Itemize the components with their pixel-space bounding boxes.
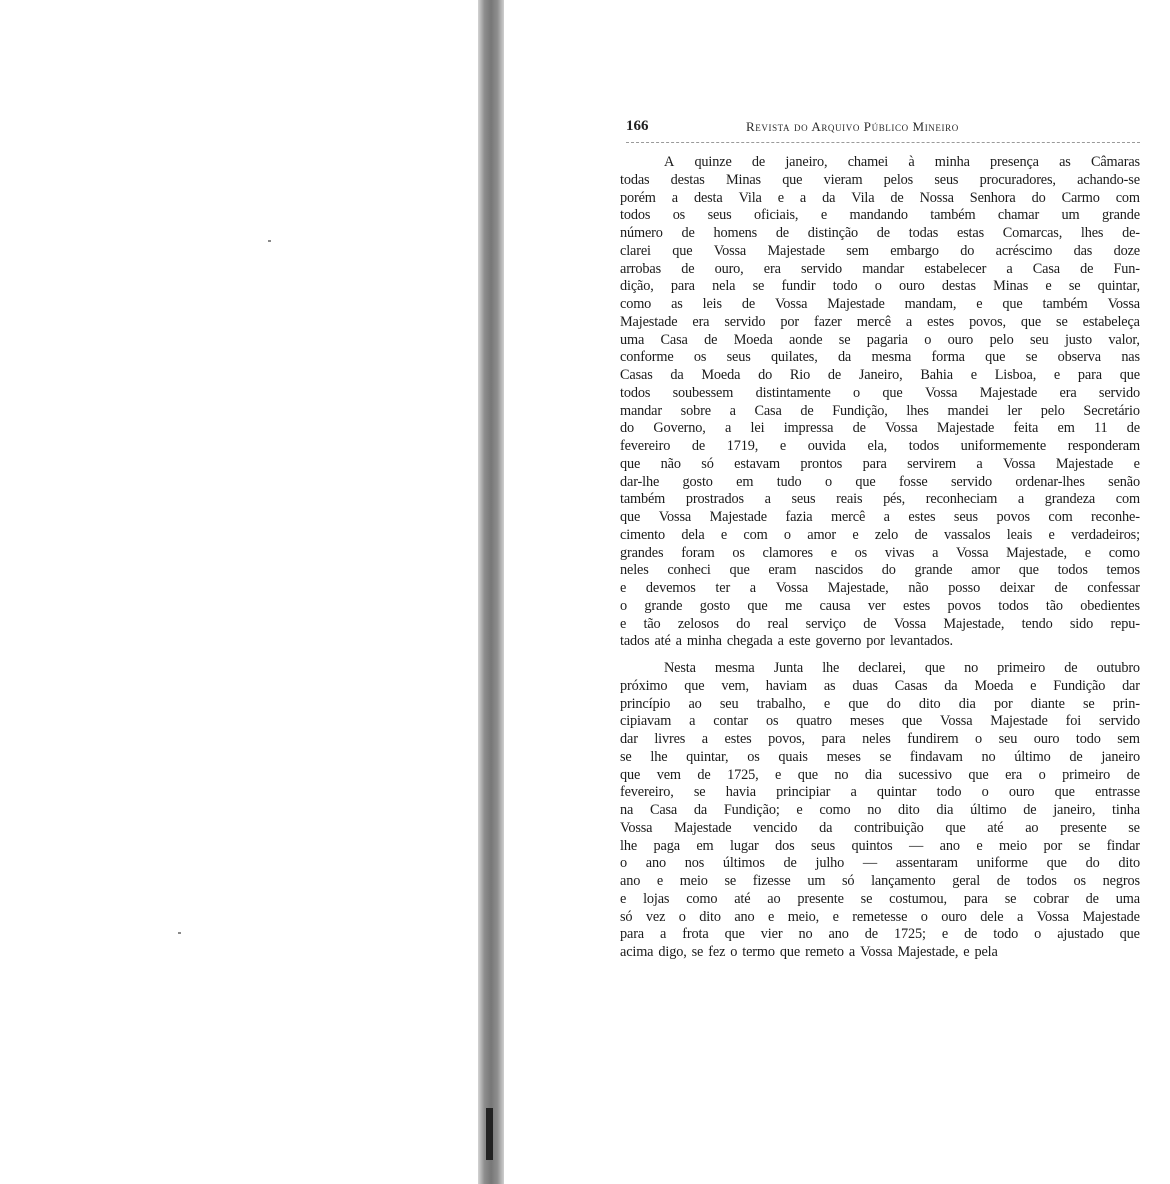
text-line: grandes foram os clamores e os vivas a Vossa Majestade, e como: [620, 544, 1140, 561]
text-line: lhe paga em lugar dos seus quintos — ano e meio por se findar: [620, 837, 1140, 854]
left-blank-page: [0, 0, 478, 1184]
text-line: porém a desta Vila e a da Vila de Nossa Senhora do Carmo com: [620, 189, 1140, 206]
text-line: dar livres a estes povos, para neles fundirem o seu ouro todo sem: [620, 731, 1140, 747]
text-line: todos os seus oficiais, e mandando também chamar um grande: [620, 207, 1140, 224]
paragraph: [620, 154, 1140, 651]
book-gutter: [478, 0, 504, 1184]
text-line: que Vossa Majestade fazia mercê a estes seus povos com reconhe-: [620, 509, 1140, 525]
text-line: Vossa Majestade vencido da contribuição que até ao presente se: [620, 819, 1140, 836]
text-line: o ano nos últimos de julho — assentaram uniforme que do dito: [620, 855, 1140, 872]
text-line: todas destas Minas que vieram pelos seus procuradores, achando-se: [620, 171, 1140, 188]
paragraph-gap: [620, 651, 1140, 660]
text-line: também prostrados a seus reais pés, reconheciam a grandeza com: [620, 491, 1140, 508]
text-line: dição, para nela se fundir todo o ouro destas Minas e se quintar,: [620, 278, 1140, 295]
text-line: número de homens de distinção de todas estas Comarcas, lhes de-: [620, 225, 1140, 241]
text-line: fevereiro de 1719, e ouvida ela, todos uniformemente responderam: [620, 438, 1140, 454]
paragraph: [620, 660, 1140, 962]
text-line: A quinze de janeiro, chamei à minha presença as Câmaras: [664, 154, 1140, 170]
text-line: que vem de 1725, e que no dia sucessivo que era o primeiro de: [620, 766, 1140, 783]
text-line: uma Casa de Moeda aonde se pagaria o ouro pelo seu justo valor,: [620, 331, 1140, 348]
text-line: acima digo, se fez o termo que remeto a Vossa Majestade, e pela: [620, 944, 998, 960]
text-line: como as leis de Vossa Majestade mandam, e que também Vossa: [620, 296, 1140, 312]
text-line: do Governo, a lei impressa de Vossa Majestade feita em 11 de: [620, 420, 1140, 437]
scan-speck: [268, 240, 271, 242]
text-line: que não só estavam prontos para servirem a Vossa Majestade e: [620, 455, 1140, 472]
text-line: próximo que vem, haviam as duas Casas da Moeda e Fundição dar: [620, 677, 1140, 694]
text-line: e devemos ter a Vossa Majestade, não posso deixar de confessar: [620, 580, 1140, 596]
text-line: cipiavam a contar os quatro meses que Vossa Majestade foi servido: [620, 713, 1140, 730]
text-line: Majestade era servido por fazer mercê a estes povos, que se estabeleça: [620, 313, 1140, 330]
text-line: cimento dela e com o amor e zelo de vassalos leais e verdadeiros;: [620, 526, 1140, 543]
text-line: tados até a minha chegada a este governo por levantados.: [620, 633, 953, 650]
text-line: e tão zelosos do real serviço de Vossa Majestade, tendo sido repu-: [620, 615, 1140, 632]
text-line: fevereiro, se havia principiar a quintar todo o ouro que entrasse: [620, 784, 1140, 801]
text-line: o grande gosto que me causa ver estes povos todos tão obedientes: [620, 597, 1140, 614]
text-line: arrobas de ouro, era servido mandar estabelecer a Casa de Fun-: [620, 260, 1140, 277]
gutter-shadow-mark: [486, 1108, 493, 1160]
text-line: conforme os seus quilates, da mesma forma que se observa nas: [620, 349, 1140, 366]
scan-speck: [178, 932, 181, 934]
body-text: [620, 154, 1140, 962]
text-line: dar-lhe gosto em tudo o que fosse servido ordenar-lhes senão: [620, 473, 1140, 490]
text-line: ano e meio se fizesse um só lançamento geral de todos os negros: [620, 873, 1140, 889]
text-line: e lojas como até ao presente se costumou, para se cobrar de uma: [620, 890, 1140, 907]
text-line: clarei que Vossa Majestade sem embargo do acréscimo das doze: [620, 242, 1140, 259]
text-line: mandar sobre a Casa de Fundição, lhes mandei ler pelo Secretário: [620, 402, 1140, 419]
text-line: na Casa da Fundição; e como no dito dia último de janeiro, tinha: [620, 802, 1140, 818]
page-number: 166: [626, 118, 649, 134]
journal-title: Revista do Arquivo Público Mineiro: [746, 119, 959, 134]
text-line: Nesta mesma Junta lhe declarei, que no primeiro de outubro: [664, 660, 1140, 676]
text-line: Casas da Moeda do Rio de Janeiro, Bahia e Lisboa, e para que: [620, 367, 1140, 383]
text-line: princípio ao seu trabalho, e que do dito dia por diante se prin-: [620, 695, 1140, 712]
text-line: para a frota que vier no ano de 1725; e de todo o ajustado que: [620, 926, 1140, 943]
text-line: só vez o dito ano e meio, e remetesse o ouro dele a Vossa Majestade: [620, 908, 1140, 925]
text-line: se lhe quintar, os quais meses se findavam no último de janeiro: [620, 748, 1140, 765]
text-line: neles conheci que eram nascidos do grande amor que todos temos: [620, 562, 1140, 579]
running-head: [626, 118, 1140, 143]
text-line: todos soubessem distintamente o que Vossa Majestade era servido: [620, 384, 1140, 401]
